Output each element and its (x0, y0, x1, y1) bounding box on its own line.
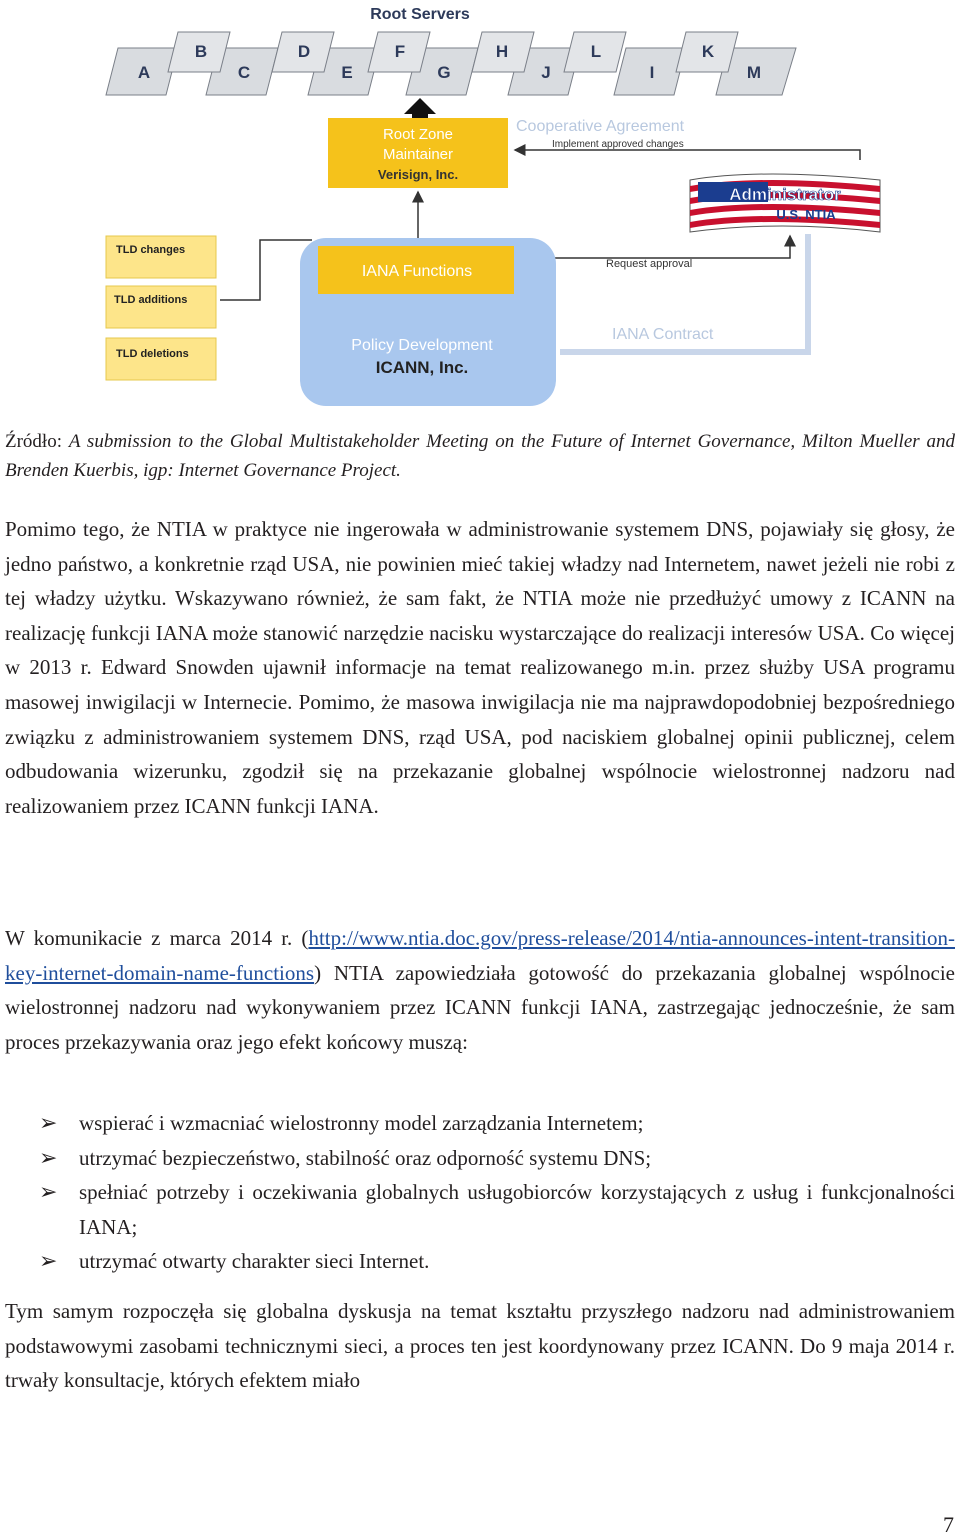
server-label-a: A (137, 63, 151, 82)
tld-deletions-label: TLD deletions (116, 348, 189, 360)
administrator-label: Administrator (729, 185, 841, 204)
us-ntia-label: U.S. NTIA (776, 207, 836, 222)
iana-contract-label: IANA Contract (612, 326, 714, 343)
policy-development-label: Policy Development (351, 337, 493, 354)
server-label-k: K (701, 42, 715, 61)
tld-additions-label: TLD additions (114, 294, 188, 306)
list-item-text: utrzymać otwarty charakter sieci Internet. (79, 1249, 430, 1274)
caption-lead: Źródło: (5, 431, 69, 452)
paragraph-2-before: W komunikacie z marca 2014 r. ( (5, 926, 309, 950)
root-servers-title: Root Servers (370, 6, 470, 23)
request-approval-arrow (555, 236, 790, 258)
arrow-bullet-icon: ➢ (39, 1248, 58, 1274)
server-label-c: C (237, 63, 251, 82)
server-label-l: L (590, 42, 602, 61)
paragraph-2 (5, 921, 955, 1059)
ntia-press-release-link[interactable]: http://www.ntia.doc.gov/press-release/2014/ntia-announces-intent-transition-key-internet-domain-name-functions (5, 926, 955, 985)
requirements-list (5, 1106, 955, 1279)
server-label-b: B (194, 42, 208, 61)
up-arrow-icon (404, 98, 436, 120)
implement-changes-label: Implement approved changes (552, 139, 684, 150)
paragraph-1: Pomimo tego, że NTIA w praktyce nie ingerowała w administrowanie systemem DNS, pojawiały się głosy, że jedno państwo, a konkretnie rząd USA, nie powinien mieć takiej władzy nad Internetem, nawet jeżeli nie robi z tej władzy użytku. Wskazywano również, że sam fakt, że NTIA może nie przedłużyć umowy z ICANN na realizację funkcji IANA może stanowić narzędzie nacisku wystarczające do realizacji interesów USA. Co więcej w 2013 r. Edward Snowden ujawnił informacje na temat realizowanego m.in. przez służby USA programu masowej inwigilacji w Internecie. Pomimo, że masowa inwigilacja nie ma najprawdopodobniej bezpośredniego związku z administrowaniem systemem DNS, rząd USA, pod naciskiem globalnej opinii publicznej, celem odbudowania wizerunku, zgodził się na przekazanie globalnej wspólnocie wielostronnej nadzoru nad realizowaniem przez ICANN funkcji IANA. (5, 517, 955, 818)
arrow-bullet-icon: ➢ (39, 1144, 58, 1170)
root-zone-line-1: Root Zone (382, 126, 454, 143)
tld-connector (220, 240, 312, 300)
list-item-text: utrzymać bezpieczeństwo, stabilność oraz odporność systemu DNS; (79, 1145, 652, 1170)
page-number: 7 (943, 1512, 954, 1537)
server-label-d: D (297, 42, 311, 61)
caption-source: A submission to the Global Multistakeholder Meeting on the Future of Internet Governance, Milton Mueller and Brenden Kuerbis, igp: Internet Governance Project. (5, 431, 955, 481)
tld-changes-note (106, 236, 216, 278)
root-zone-line-3: Verisign, Inc. (377, 167, 459, 182)
tld-changes-label: TLD changes (116, 244, 186, 256)
server-label-e: E (341, 63, 353, 82)
request-approval-label: Request approval (606, 258, 693, 270)
tld-additions-note (106, 286, 216, 328)
server-label-f: F (394, 42, 406, 61)
figure-caption (5, 427, 955, 485)
server-label-h: H (495, 42, 509, 61)
dns-governance-diagram (0, 0, 960, 420)
iana-functions-label: IANA Functions (361, 263, 473, 280)
arrow-bullet-icon: ➢ (39, 1179, 58, 1205)
icann-label: ICANN, Inc. (375, 358, 469, 377)
server-label-j: J (541, 63, 551, 82)
paragraph-3: Tym samym rozpoczęła się globalna dyskusja na temat kształtu przyszłego nadzoru nad administrowaniem podstawowymi zasobami technicznymi sieci, a proces ten jest koordynowany przez ICANN. Do 9 maja 2014 r. trwały konsultacje, których efektem miało (5, 1299, 955, 1393)
cooperative-arrow (515, 150, 860, 160)
list-item (5, 1141, 955, 1176)
paragraph-2-after: ) NTIA zapowiedziała gotowość do przekazania globalnej wspólnocie wielostronnej nadzoru nad wykonywaniem przez ICANN funkcji IANA, zastrzegając jednocześnie, że sam proces przekazywania oraz jego efekt końcowy muszą: (5, 960, 955, 1054)
list-item (5, 1106, 955, 1141)
server-label-i: I (649, 63, 655, 82)
arrow-bullet-icon: ➢ (39, 1110, 58, 1135)
root-zone-line-2: Maintainer (382, 146, 454, 163)
list-item (5, 1175, 955, 1244)
list-item-text: wspierać i wzmacniać wielostronny model zarządzania Internetem; (79, 1111, 644, 1135)
cooperative-agreement-label: Cooperative Agreement (516, 118, 685, 135)
server-label-g: G (437, 63, 451, 82)
list-item (5, 1244, 955, 1279)
server-label-m: M (746, 63, 762, 82)
list-item-text: spełniać potrzeby i oczekiwania globalnych usługobiorców korzystających z usług i funkcjonalności IANA; (79, 1180, 955, 1239)
